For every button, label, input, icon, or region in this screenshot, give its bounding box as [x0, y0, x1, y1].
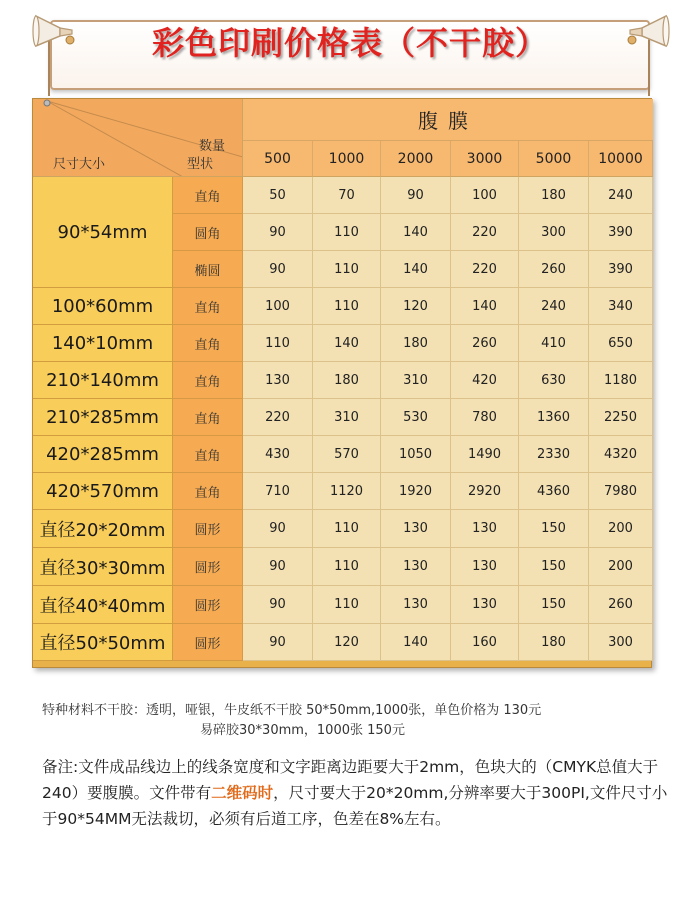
shape-cell: 直角: [173, 177, 243, 214]
size-cell: 420*285mm: [33, 436, 173, 473]
shape-cell: 圆形: [173, 624, 243, 661]
price-cell: 130: [451, 510, 519, 548]
price-cell: 780: [451, 399, 519, 436]
price-cell: 180: [381, 325, 451, 362]
price-cell: 260: [519, 251, 589, 288]
size-cell: 210*285mm: [33, 399, 173, 436]
price-cell: 200: [589, 510, 653, 548]
price-cell: 530: [381, 399, 451, 436]
price-cell: 150: [519, 548, 589, 586]
price-cell: 90: [243, 214, 313, 251]
price-cell: 90: [243, 510, 313, 548]
price-cell: 100: [451, 177, 519, 214]
price-cell: 110: [313, 214, 381, 251]
price-cell: 430: [243, 436, 313, 473]
price-cell: 4320: [589, 436, 653, 473]
price-cell: 90: [381, 177, 451, 214]
size-cell: 90*54mm: [33, 177, 173, 288]
price-cell: 140: [313, 325, 381, 362]
shape-cell: 直角: [173, 399, 243, 436]
size-cell: 140*10mm: [33, 325, 173, 362]
remark-text: ，尺寸要大于20*20mm,分辨率要大于300PI,文件尺寸小于90*54MM无法裁切，必须有后道工序，色差在8%左右。: [42, 784, 668, 828]
price-cell: 110: [313, 251, 381, 288]
price-cell: 130: [451, 548, 519, 586]
fragile-sticker-note: 易碎胶30*30mm，1000张 150元: [200, 723, 405, 738]
price-cell: 120: [381, 288, 451, 325]
header-corner: [33, 99, 243, 177]
price-cell: 130: [243, 362, 313, 399]
shape-cell: 直角: [173, 362, 243, 399]
price-cell: 130: [381, 548, 451, 586]
size-label: 尺寸大小: [53, 157, 106, 172]
page-title: 彩色印刷价格表（不干胶）: [151, 24, 548, 62]
price-cell: 110: [313, 586, 381, 624]
qty-header-5000: 5000: [519, 141, 589, 177]
shape-cell: 椭圆: [173, 251, 243, 288]
price-cell: 180: [519, 177, 589, 214]
price-cell: 110: [313, 510, 381, 548]
remark-text: 备注:文件成品线边上的线条宽度和文字距离边距要大于2mm，色块大的（CMYK总值大于240）要腹膜。文件带有: [42, 758, 659, 802]
shape-cell: 圆形: [173, 586, 243, 624]
price-cell: 4360: [519, 473, 589, 510]
shape-cell: 直角: [173, 288, 243, 325]
price-cell: 120: [313, 624, 381, 661]
price-cell: 630: [519, 362, 589, 399]
price-cell: 1490: [451, 436, 519, 473]
price-cell: 90: [243, 586, 313, 624]
price-cell: 410: [519, 325, 589, 362]
remarks-paragraph: [42, 754, 672, 832]
price-cell: 240: [589, 177, 653, 214]
price-cell: 300: [589, 624, 653, 661]
shape-cell: 直角: [173, 436, 243, 473]
price-cell: 1180: [589, 362, 653, 399]
price-cell: 390: [589, 251, 653, 288]
price-cell: 110: [313, 548, 381, 586]
price-cell: 2330: [519, 436, 589, 473]
shape-cell: 圆形: [173, 548, 243, 586]
price-cell: 310: [381, 362, 451, 399]
price-cell: 140: [381, 214, 451, 251]
price-cell: 200: [589, 548, 653, 586]
price-cell: 220: [243, 399, 313, 436]
price-cell: 7980: [589, 473, 653, 510]
price-cell: 90: [243, 624, 313, 661]
title-banner: [0, 0, 700, 100]
price-cell: 1920: [381, 473, 451, 510]
price-cell: 140: [451, 288, 519, 325]
price-cell: 650: [589, 325, 653, 362]
price-cell: 160: [451, 624, 519, 661]
price-cell: 130: [381, 510, 451, 548]
size-cell: 直径50*50mm: [33, 624, 173, 661]
qty-header-2000: 2000: [381, 141, 451, 177]
price-cell: 70: [313, 177, 381, 214]
price-cell: 140: [381, 624, 451, 661]
shape-cell: 圆角: [173, 214, 243, 251]
price-cell: 2250: [589, 399, 653, 436]
shape-cell: 圆形: [173, 510, 243, 548]
price-cell: 260: [589, 586, 653, 624]
price-cell: 110: [243, 325, 313, 362]
price-cell: 260: [451, 325, 519, 362]
qty-header-500: 500: [243, 141, 313, 177]
price-cell: 110: [313, 288, 381, 325]
price-cell: 340: [589, 288, 653, 325]
size-cell: 直径40*40mm: [33, 586, 173, 624]
price-cell: 310: [313, 399, 381, 436]
price-cell: 2920: [451, 473, 519, 510]
qty-header-1000: 1000: [313, 141, 381, 177]
price-cell: 130: [381, 586, 451, 624]
price-cell: 420: [451, 362, 519, 399]
size-cell: 直径20*20mm: [33, 510, 173, 548]
price-cell: 90: [243, 548, 313, 586]
price-table: [32, 98, 652, 668]
qty-label: 数量: [199, 139, 226, 154]
price-cell: 150: [519, 586, 589, 624]
price-cell: 180: [519, 624, 589, 661]
price-cell: 180: [313, 362, 381, 399]
qty-header-3000: 3000: [451, 141, 519, 177]
price-cell: 1050: [381, 436, 451, 473]
price-cell: 1120: [313, 473, 381, 510]
price-cell: 220: [451, 214, 519, 251]
size-cell: 100*60mm: [33, 288, 173, 325]
qty-header-10000: 10000: [589, 141, 653, 177]
price-cell: 140: [381, 251, 451, 288]
price-cell: 710: [243, 473, 313, 510]
price-cell: 390: [589, 214, 653, 251]
price-cell: 130: [451, 586, 519, 624]
price-cell: 220: [451, 251, 519, 288]
shape-cell: 直角: [173, 325, 243, 362]
shape-cell: 直角: [173, 473, 243, 510]
shape-label: 型状: [187, 157, 214, 172]
price-cell: 90: [243, 251, 313, 288]
qr-code-highlight: 二维码时: [211, 784, 274, 802]
price-cell: 570: [313, 436, 381, 473]
size-cell: 420*570mm: [33, 473, 173, 510]
price-cell: 50: [243, 177, 313, 214]
price-cell: 150: [519, 510, 589, 548]
lamination-header: 腹膜: [243, 99, 653, 141]
price-cell: 300: [519, 214, 589, 251]
price-cell: 100: [243, 288, 313, 325]
size-cell: 210*140mm: [33, 362, 173, 399]
special-material-note: 特种材料不干胶：透明，哑银，牛皮纸不干胶 50*50mm,1000张，单色价格为 130元: [42, 703, 542, 718]
price-cell: 1360: [519, 399, 589, 436]
size-cell: 直径30*30mm: [33, 548, 173, 586]
price-cell: 240: [519, 288, 589, 325]
